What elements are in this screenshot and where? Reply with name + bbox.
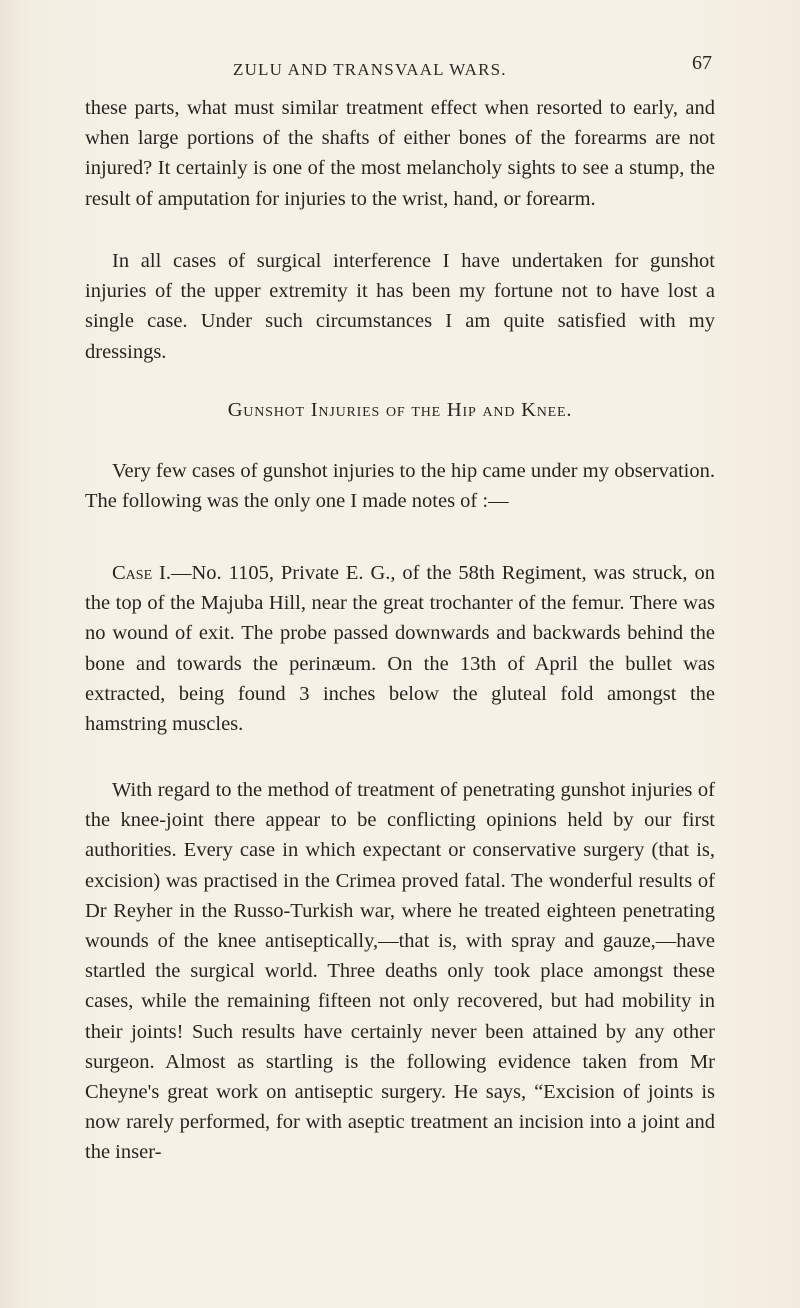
paragraph-case-one	[85, 558, 715, 739]
page-number: 67	[692, 52, 712, 74]
page-header	[0, 52, 800, 82]
paragraph-text	[85, 558, 715, 739]
section-heading	[85, 395, 715, 425]
paragraph-surgical-interference	[85, 246, 715, 367]
running-title: ZULU AND TRANSVAAL WARS.	[233, 60, 507, 79]
paragraph-text: With regard to the method of treatment of penetrating gunshot injuries of the knee-joint there appear to be conflicting opinions held by our first authorities. Every case in which expectant or conservative surgery (that is, excision) was practised in the Crimea proved fatal. The wonderful results of Dr Reyher in the Russo-Turkish war, where he treated eighteen penetrating wounds of the knee antiseptically,—that is, with spray and gauze,—have startled the surgical world. Three deaths only took place amongst these cases, while the remaining fifteen not only recovered, but had mobility in their joints! Such results have certainly never been attained by any other surgeon. Almost as startling is the following evidence taken from Mr Cheyne's great work on antiseptic surgery. He says, “Excision of joints is now rarely performed, for with aseptic treatment an incision into a joint and the inser-	[85, 779, 715, 1164]
section-heading-text: Gunshot Injuries of the Hip and Knee.	[227, 399, 573, 421]
case-label: Case I.	[112, 562, 171, 584]
paragraph-text: these parts, what must similar treatment effect when resorted to early, and when large portions of the shafts of either bones of the forearms are not injured? It certainly is one of the most melancholy sights to see a stump, the result of amputation for injuries to the wrist, hand, or forearm.	[85, 97, 715, 210]
case-text: —No. 1105, Private E. G., of the 58th Regiment, was struck, on the top of the Majuba Hill, near the great trochanter of the femur. There was no wound of exit. The probe passed downwards and backwards behind the bone and towards the perinæum. On the 13th of April the bullet was extracted, being found 3 inches below the gluteal fold amongst the hamstring muscles.	[85, 562, 715, 736]
paragraph-forearm-treatment	[85, 93, 715, 214]
paragraph-text: Very few cases of gunshot injuries to the hip came under my observation. The following was the only one I made notes of :—	[85, 460, 715, 513]
paragraph-hip-injuries	[85, 456, 715, 516]
paragraph-text: In all cases of surgical interference I have undertaken for gunshot injuries of the upper extremity it has been my fortune not to have lost a single case. Under such circumstances I am quite satisfied with my dressings.	[85, 250, 715, 363]
paragraph-knee-joint	[85, 775, 715, 1168]
